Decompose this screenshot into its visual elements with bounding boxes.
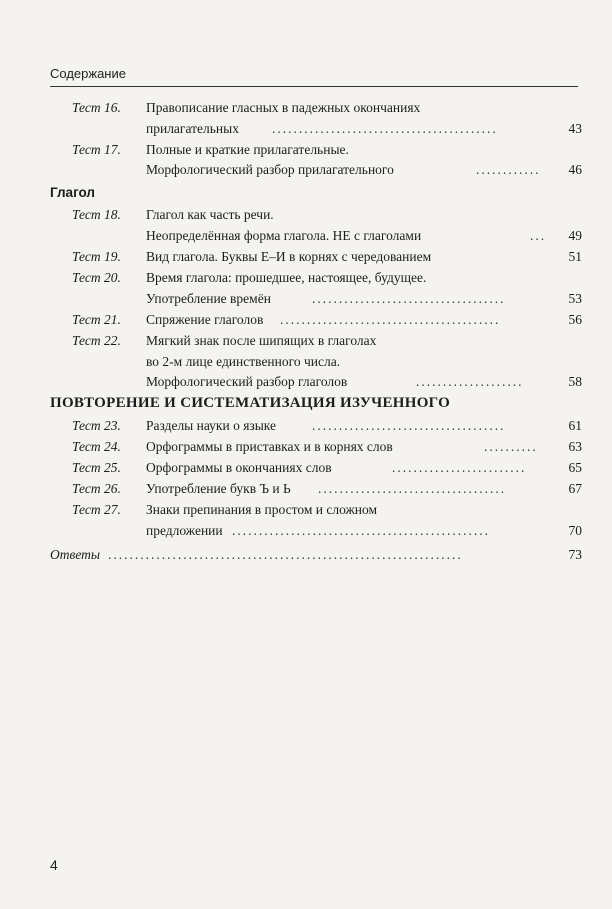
test-number: Тест 21. xyxy=(72,312,121,327)
page-number: 53 xyxy=(568,291,582,306)
test-number: Тест 22. xyxy=(72,333,121,348)
page-number: 49 xyxy=(568,228,582,243)
toc-entry-18-cont xyxy=(0,226,612,246)
entry-title-cont: прилагательных xyxy=(146,121,239,136)
answers-label: Ответы xyxy=(50,547,101,562)
toc-entry-22-cont2 xyxy=(0,372,612,392)
entry-title: Глагол как часть речи. xyxy=(146,207,274,222)
page-number: 73 xyxy=(568,547,582,562)
toc-entry-16-cont xyxy=(0,119,612,139)
dot-leader: .......... xyxy=(484,439,538,454)
entry-title: Употребление букв Ъ и Ь xyxy=(146,481,291,496)
test-number: Тест 23. xyxy=(72,418,121,433)
dot-leader: .................................... xyxy=(312,291,506,306)
entry-title-cont: Неопределённая форма глагола. НЕ с глаголами xyxy=(146,228,422,243)
dot-leader: ............ xyxy=(476,162,541,177)
toc-entry-27-cont xyxy=(0,521,612,541)
toc-entry-25[interactable] xyxy=(0,458,612,478)
entry-title: Правописание гласных в падежных окончаниях xyxy=(146,100,421,115)
entry-title: Полные и краткие прилагательные. xyxy=(146,142,349,157)
page-number: 56 xyxy=(568,312,582,327)
test-number: Тест 27. xyxy=(72,502,121,517)
toc-entry-18[interactable] xyxy=(0,205,612,225)
entry-title: Орфограммы в приставках и в корнях слов xyxy=(146,439,393,454)
section-heading-verb: Глагол xyxy=(50,185,95,200)
entry-title: Орфограммы в окончаниях слов xyxy=(146,460,332,475)
toc-entry-19[interactable] xyxy=(0,247,612,267)
toc-entry-27[interactable] xyxy=(0,500,612,520)
entry-title: Разделы науки о языке xyxy=(146,418,277,433)
page-number: 58 xyxy=(568,374,582,389)
page-number: 51 xyxy=(568,249,582,264)
dot-leader: .................................................................. xyxy=(108,547,463,562)
test-number: Тест 20. xyxy=(72,270,121,285)
toc-entry-22[interactable] xyxy=(0,331,612,351)
dot-leader: ... xyxy=(530,228,547,243)
test-number: Тест 18. xyxy=(72,207,121,222)
entry-title-cont: во 2-м лице единственного числа. xyxy=(146,354,341,369)
entry-title-cont: Употребление времён xyxy=(146,291,271,306)
dot-leader: ......................... xyxy=(392,460,527,475)
entry-title: Мягкий знак после шипящих в глаголах xyxy=(146,333,377,348)
toc-entry-23[interactable] xyxy=(0,416,612,436)
test-number: Тест 17. xyxy=(72,142,121,157)
page-number: 70 xyxy=(568,523,582,538)
section-heading-review: ПОВТОРЕНИЕ И СИСТЕМАТИЗАЦИЯ ИЗУЧЕННОГО xyxy=(50,395,451,411)
entry-title-cont: Морфологический разбор глаголов xyxy=(146,374,348,389)
toc-entry-26[interactable] xyxy=(0,479,612,499)
test-number: Тест 16. xyxy=(72,100,121,115)
dot-leader: .......................................... xyxy=(272,121,498,136)
page-number: 63 xyxy=(568,439,582,454)
entry-title: Вид глагола. Буквы Е–И в корнях с чередованием xyxy=(146,249,432,264)
page-number: 46 xyxy=(568,162,582,177)
entry-title: Знаки препинания в простом и сложном xyxy=(146,502,378,517)
toc-entry-21[interactable] xyxy=(0,310,612,330)
entry-title-cont: Морфологический разбор прилагательного xyxy=(146,162,394,177)
entry-title-cont: предложении xyxy=(146,523,223,538)
dot-leader: .................... xyxy=(416,374,524,389)
entry-title: Спряжение глаголов xyxy=(146,312,264,327)
test-number: Тест 19. xyxy=(72,249,121,264)
page-number: 67 xyxy=(568,481,582,496)
test-number: Тест 24. xyxy=(72,439,121,454)
toc-entry-20[interactable] xyxy=(0,268,612,288)
entry-title: Время глагола: прошедшее, настоящее, будущее. xyxy=(146,270,427,285)
toc-entry-16[interactable] xyxy=(0,98,612,118)
page-number: 61 xyxy=(568,418,582,433)
dot-leader: .................................... xyxy=(312,418,506,433)
page-number: 43 xyxy=(568,121,582,136)
dot-leader: ................................................ xyxy=(232,523,490,538)
dot-leader: ................................... xyxy=(318,481,507,496)
toc-entry-20-cont xyxy=(0,289,612,309)
test-number: Тест 25. xyxy=(72,460,121,475)
toc-entry-17-cont xyxy=(0,160,612,180)
toc-entry-answers[interactable] xyxy=(0,545,612,565)
toc-entry-17[interactable] xyxy=(0,140,612,160)
page-number: 65 xyxy=(568,460,582,475)
page-number-footer: 4 xyxy=(50,857,58,873)
header-rule xyxy=(50,86,578,87)
test-number: Тест 26. xyxy=(72,481,121,496)
running-header: Содержание xyxy=(50,66,126,81)
toc-entry-24[interactable] xyxy=(0,437,612,457)
toc-entry-22-cont1 xyxy=(0,352,612,372)
dot-leader: ......................................... xyxy=(280,312,501,327)
